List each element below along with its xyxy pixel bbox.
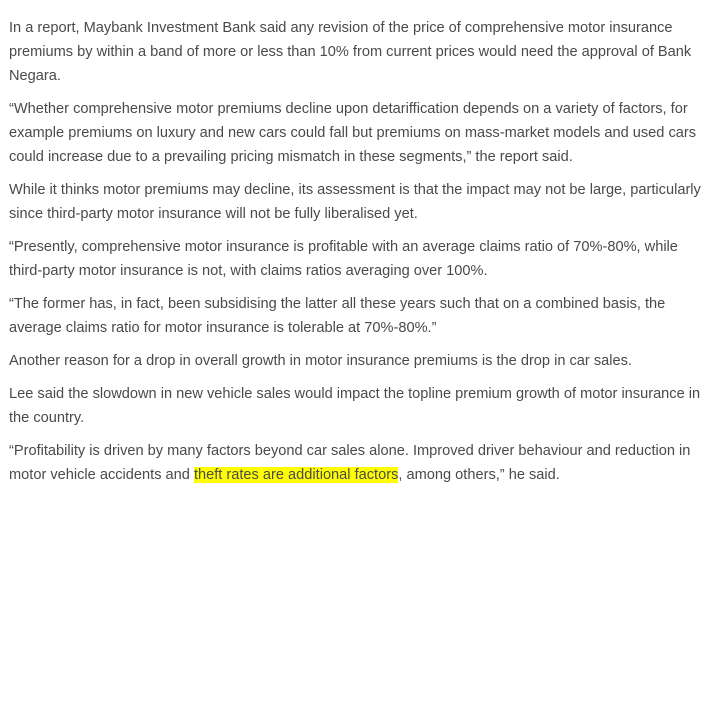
paragraph-report: In a report, Maybank Investment Bank said any revision of the price of comprehensive motor insurance premiums by within a band of more or less than 10% from current prices would need the approval of Bank Negara.: [9, 20, 692, 84]
profitability-text-after: , among others,” he said.: [398, 467, 560, 483]
paragraph-detariffication-quote: “Whether comprehensive motor premiums decline upon detariffication depends on a variety of factors, for example premiums on luxury and new cars could fall but premiums on mass-market models and used cars could increase due to a prevailing pricing mismatch in these segments,” the report said.: [9, 101, 697, 165]
profitability-text-before: “Profitability is driven by many factors beyond car sales alone. Improved driver behaviour and reduction in motor vehicle accidents and: [9, 443, 691, 483]
paragraph-claims-ratio-quote: “Presently, comprehensive motor insurance is profitable with an average claims ratio of 70%-80%, while third-party motor insurance is not, with claims ratios averaging over 100%.: [9, 239, 678, 279]
article-body: [9, 16, 706, 496]
paragraph-lee-statement: Lee said the slowdown in new vehicle sales would impact the topline premium growth of motor insurance in the country.: [9, 386, 701, 426]
paragraph-car-sales: Another reason for a drop in overall growth in motor insurance premiums is the drop in car sales.: [9, 353, 632, 369]
paragraph-profitability-quote: [9, 439, 706, 487]
highlighted-text: theft rates are additional factors: [193, 467, 399, 483]
paragraph-assessment: While it thinks motor premiums may decline, its assessment is that the impact may not be large, particularly since third-party motor insurance will not be fully liberalised yet.: [9, 182, 701, 222]
paragraph-subsidising-quote: “The former has, in fact, been subsidising the latter all these years such that on a combined basis, the average claims ratio for motor insurance is tolerable at 70%-80%.”: [9, 296, 666, 336]
